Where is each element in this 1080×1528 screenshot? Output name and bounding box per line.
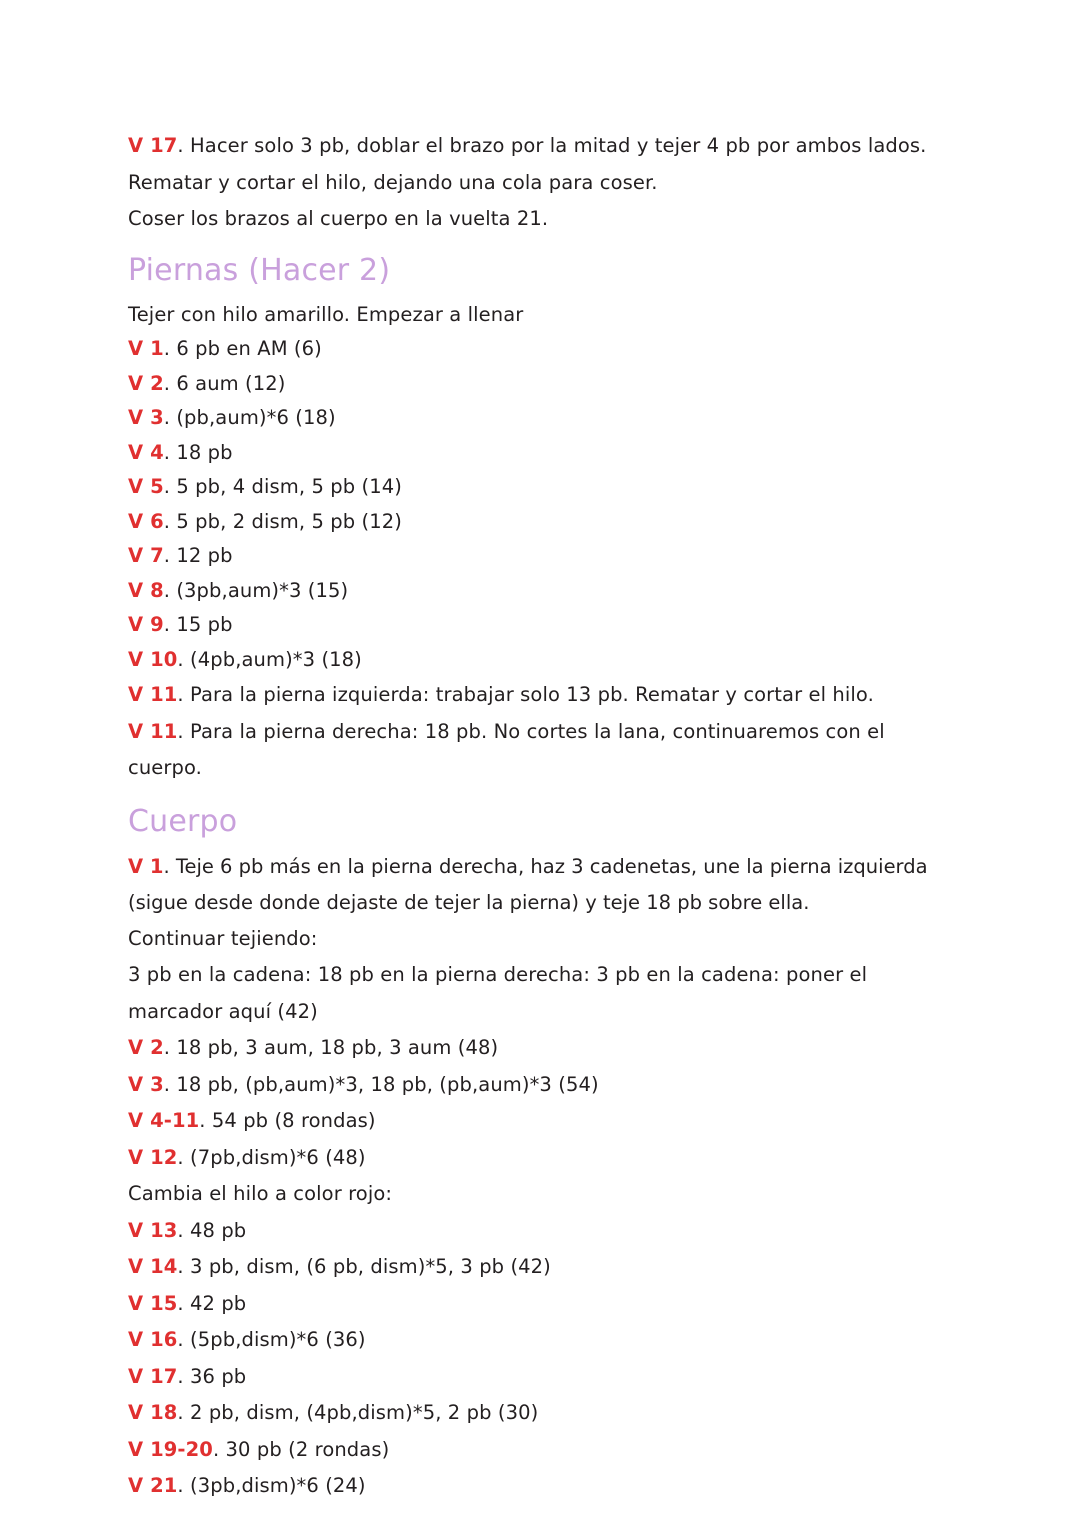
instruction-text: . Para la pierna derecha: 18 pb. No cortes la lana, continuaremos con el cuerpo. <box>128 719 892 779</box>
instruction-text: . (3pb,dism)*6 (24) <box>177 1474 366 1497</box>
instruction-line <box>128 539 952 574</box>
instruction-line <box>128 643 952 678</box>
round-marker: V 10 <box>128 647 178 671</box>
instruction-line <box>128 128 952 165</box>
round-marker: V 17 <box>128 134 178 157</box>
round-marker: V 2 <box>128 371 164 395</box>
round-marker: V 16 <box>128 1328 178 1351</box>
round-marker: V 4-11 <box>128 1109 200 1132</box>
round-marker: V 12 <box>128 1145 178 1169</box>
round-marker: V 3 <box>128 1072 164 1096</box>
round-marker: V 7 <box>128 544 164 567</box>
instruction-line <box>128 165 952 202</box>
round-marker: V 17 <box>128 1364 178 1388</box>
instruction-text: . 54 pb (8 rondas) <box>199 1109 376 1132</box>
instruction-text: . Teje 6 pb más en la pierna derecha, haz 3 cadenetas, une la pierna izquierda (sigue desde donde dejaste de tejer la pierna) y teje 18 pb sobre ella. <box>128 854 928 914</box>
round-marker: V 15 <box>128 1291 178 1315</box>
instruction-line <box>128 1432 952 1469</box>
instruction-line <box>128 1249 952 1286</box>
round-marker: V 4 <box>128 440 164 464</box>
round-marker: V 11 <box>128 683 178 706</box>
instruction-text: . 18 pb, 3 aum, 18 pb, 3 aum (48) <box>163 1036 499 1059</box>
instruction-line <box>128 1140 952 1177</box>
round-marker: V 18 <box>128 1401 178 1424</box>
instruction-text: . 12 pb <box>163 544 233 567</box>
color-change-note: Cambia el hilo a color rojo: <box>128 1182 393 1205</box>
round-marker: V 21 <box>128 1474 178 1497</box>
round-marker: V 1 <box>128 337 164 360</box>
instruction-line <box>128 1103 952 1140</box>
instruction-line <box>128 470 952 505</box>
round-marker: V 14 <box>128 1255 178 1278</box>
instruction-line <box>128 1286 952 1323</box>
round-marker: V 9 <box>128 613 164 636</box>
continue-label: Continuar tejiendo: <box>128 926 318 950</box>
instruction-line <box>128 1468 952 1505</box>
instruction-line <box>128 201 952 238</box>
body-first-round <box>128 849 938 921</box>
round-marker: V 19-20 <box>128 1437 213 1461</box>
instruction-text: . 36 pb <box>177 1364 247 1388</box>
instruction-text: . 18 pb, (pb,aum)*3, 18 pb, (pb,aum)*3 (54) <box>163 1072 599 1096</box>
instruction-text: . 30 pb (2 rondas) <box>212 1437 390 1461</box>
instruction-text: Coser los brazos al cuerpo en la vuelta 21. <box>128 207 549 230</box>
instruction-line <box>128 677 952 714</box>
section-heading-piernas: Piernas (Hacer 2) <box>128 252 391 288</box>
instruction-text: . 15 pb <box>163 613 233 636</box>
instruction-text: . (7pb,dism)*6 (48) <box>177 1145 366 1169</box>
round-marker: V 13 <box>128 1218 178 1242</box>
instruction-text: . (pb,aum)*6 (18) <box>163 406 336 429</box>
instruction-text: . Para la pierna izquierda: trabajar solo 13 pb. Rematar y cortar el hilo. <box>177 683 874 706</box>
instruction-line <box>128 1067 952 1104</box>
round-marker: V 3 <box>128 406 164 429</box>
legs-intro: Tejer con hilo amarillo. Empezar a llenar <box>128 302 524 326</box>
instruction-text: Rematar y cortar el hilo, dejando una cola para coser. <box>128 170 658 194</box>
instruction-text: . 3 pb, dism, (6 pb, dism)*5, 3 pb (42) <box>177 1255 551 1278</box>
instruction-text: . 18 pb <box>163 440 233 464</box>
instruction-text: . 6 pb en AM (6) <box>163 337 322 360</box>
round-marker: V 8 <box>128 578 164 602</box>
round-marker: V 2 <box>128 1036 164 1059</box>
instruction-line <box>128 367 952 402</box>
instruction-line <box>128 401 952 436</box>
instruction-text: . 5 pb, 4 dism, 5 pb (14) <box>163 475 402 498</box>
instruction-text: . Hacer solo 3 pb, doblar el brazo por la mitad y tejer 4 pb por ambos lados. <box>177 134 927 157</box>
round-marker: V 11 <box>128 719 178 743</box>
instruction-line <box>128 1359 952 1396</box>
instruction-line <box>128 1395 952 1432</box>
instruction-line <box>128 574 952 609</box>
instruction-text: . 5 pb, 2 dism, 5 pb (12) <box>163 509 402 533</box>
instruction-text: . 48 pb <box>177 1218 247 1242</box>
instruction-text: . (5pb,dism)*6 (36) <box>177 1328 366 1351</box>
instruction-line <box>128 1030 952 1067</box>
instruction-line <box>128 505 952 540</box>
instruction-text: . 6 aum (12) <box>163 371 286 395</box>
instruction-line <box>128 714 952 787</box>
instruction-line <box>128 436 952 471</box>
instruction-text: . 2 pb, dism, (4pb,dism)*5, 2 pb (30) <box>177 1401 539 1424</box>
round-marker: V 5 <box>128 475 164 498</box>
instruction-line <box>128 1322 952 1359</box>
instruction-line <box>128 1213 952 1250</box>
instruction-text: . (3pb,aum)*3 (15) <box>163 578 349 602</box>
instruction-line <box>128 608 952 643</box>
chain-note: 3 pb en la cadena: 18 pb en la pierna derecha: 3 pb en la cadena: poner el marcador aquí (42) <box>128 963 874 1023</box>
round-marker: V 6 <box>128 509 164 533</box>
instruction-line <box>128 332 952 367</box>
instruction-text: . (4pb,aum)*3 (18) <box>177 647 362 671</box>
round-marker: V 1 <box>128 854 164 878</box>
section-heading-cuerpo: Cuerpo <box>128 803 238 839</box>
instruction-text: . 42 pb <box>177 1291 247 1315</box>
